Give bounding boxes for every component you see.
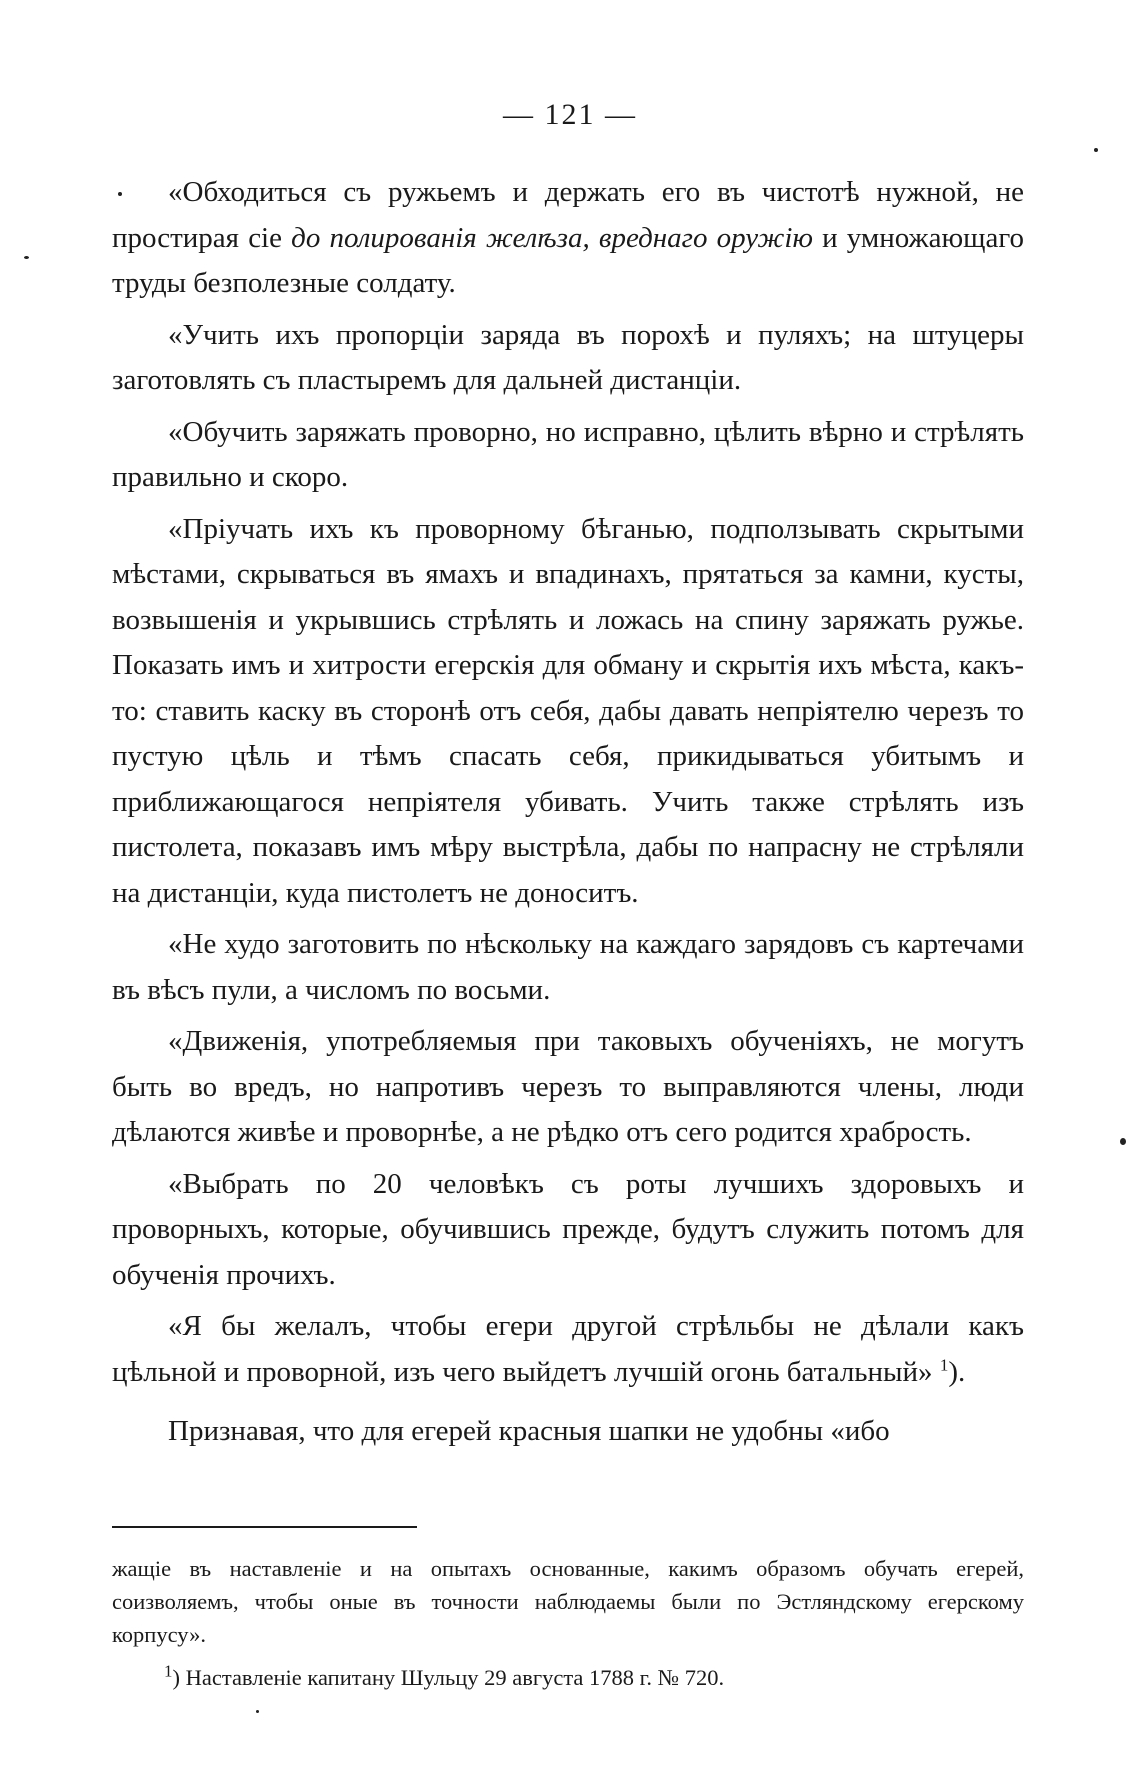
footnote-text: ) Наставленіе капитану Шульцу 29 августа 1788 г. № 720. — [172, 1665, 725, 1690]
scan-speck — [256, 1710, 259, 1713]
text-run: «Выбрать по 20 человѣкъ съ роты лучшихъ здоровыхъ и проворныхъ, которые, обучившись прежде, будутъ служить потомъ для обученія прочихъ. — [112, 1167, 1024, 1291]
footnotes — [112, 1552, 1024, 1694]
paragraph — [112, 1304, 1024, 1395]
text-run: «Учить ихъ пропорціи заряда въ порохѣ и пуляхъ; на штуцеры заготовлять съ пластыремъ для дальней дистанціи. — [112, 318, 1024, 396]
footnote-rule — [112, 1526, 417, 1528]
paragraph — [112, 170, 1024, 307]
scan-speck — [118, 192, 122, 196]
text-run: и умножающаго труды безполезные солдату. — [112, 221, 1024, 299]
text-run: «Пріучать ихъ къ проворному бѣганью, подползывать скрытыми мѣстами, скрываться въ ямахъ и впадинахъ, прятаться за камни, кусты, возвышенія и укрывшись стрѣлять и ложась на спину заряжать ружье. Показать имъ и хитрости егерскія для обману и скрытія ихъ мѣста, какъ-то: ставить каску въ сторонѣ отъ себя, дабы давать непріятелю черезъ то пустую цѣль и тѣмъ спасать себя, прикидываться убитымъ и приближающагося непріятеля убивать. Учить также стрѣлять изъ пистолета, показавъ имъ мѣру выстрѣла, дабы по напрасну не стрѣляли на дистанціи, куда пистолетъ не доноситъ. — [112, 512, 1024, 909]
italic-text: до полированія желѣза, вреднаго оружію — [291, 221, 813, 254]
text-run: «Не худо заготовить по нѣскольку на каждаго зарядовъ съ картечами въ вѣсъ пули, а числомъ по восьми. — [112, 928, 1024, 1006]
footnote-1 — [112, 1661, 1024, 1694]
scan-speck — [1094, 148, 1098, 152]
paragraph — [112, 410, 1024, 501]
text-run: «Я бы желалъ, чтобы егери другой стрѣльбы не дѣлали какъ цѣльной и проворной, изъ чего выйдетъ лучшій огонь батальный» — [112, 1310, 1024, 1388]
paragraph — [112, 1162, 1024, 1299]
footnote-ref: 1 — [939, 1354, 949, 1374]
scan-speck — [24, 256, 29, 259]
page-number: — 121 — — [503, 98, 637, 131]
text-run: «Движенія, употребляемыя при таковыхъ обученіяхъ, не могутъ быть во вредъ, но напротивъ черезъ то выправляются члены, люди дѣлаются живѣе и проворнѣе, а не рѣдко отъ сего родится храбрость. — [112, 1025, 1024, 1148]
paragraph — [112, 313, 1024, 404]
paragraph — [112, 507, 1024, 917]
paragraph — [112, 922, 1024, 1013]
footnote-marker: 1 — [164, 1661, 173, 1681]
paragraph — [112, 1409, 1024, 1455]
body-text — [112, 170, 1024, 1455]
text-run: «Обучить заряжать проворно, но исправно, цѣлить вѣрно и стрѣлять правильно и скоро. — [112, 415, 1024, 493]
scan-speck — [1120, 1138, 1126, 1145]
text-run: «Обходиться съ ружьемъ и держать его въ чистотѣ нужной, не простирая сіе — [112, 176, 1024, 254]
text-run: ). — [948, 1355, 966, 1388]
text-run: Признавая, что для егерей красныя шапки не удобны «ибо — [168, 1415, 890, 1447]
paragraph — [112, 1019, 1024, 1156]
footnote-continuation: жащіе въ наставленіе и на опытахъ основанные, какимъ образомъ обучать егерей, соизволяемъ, чтобы оные въ точности наблюдаемы были по Эстляндскому егерскому корпусу». — [112, 1556, 1024, 1647]
